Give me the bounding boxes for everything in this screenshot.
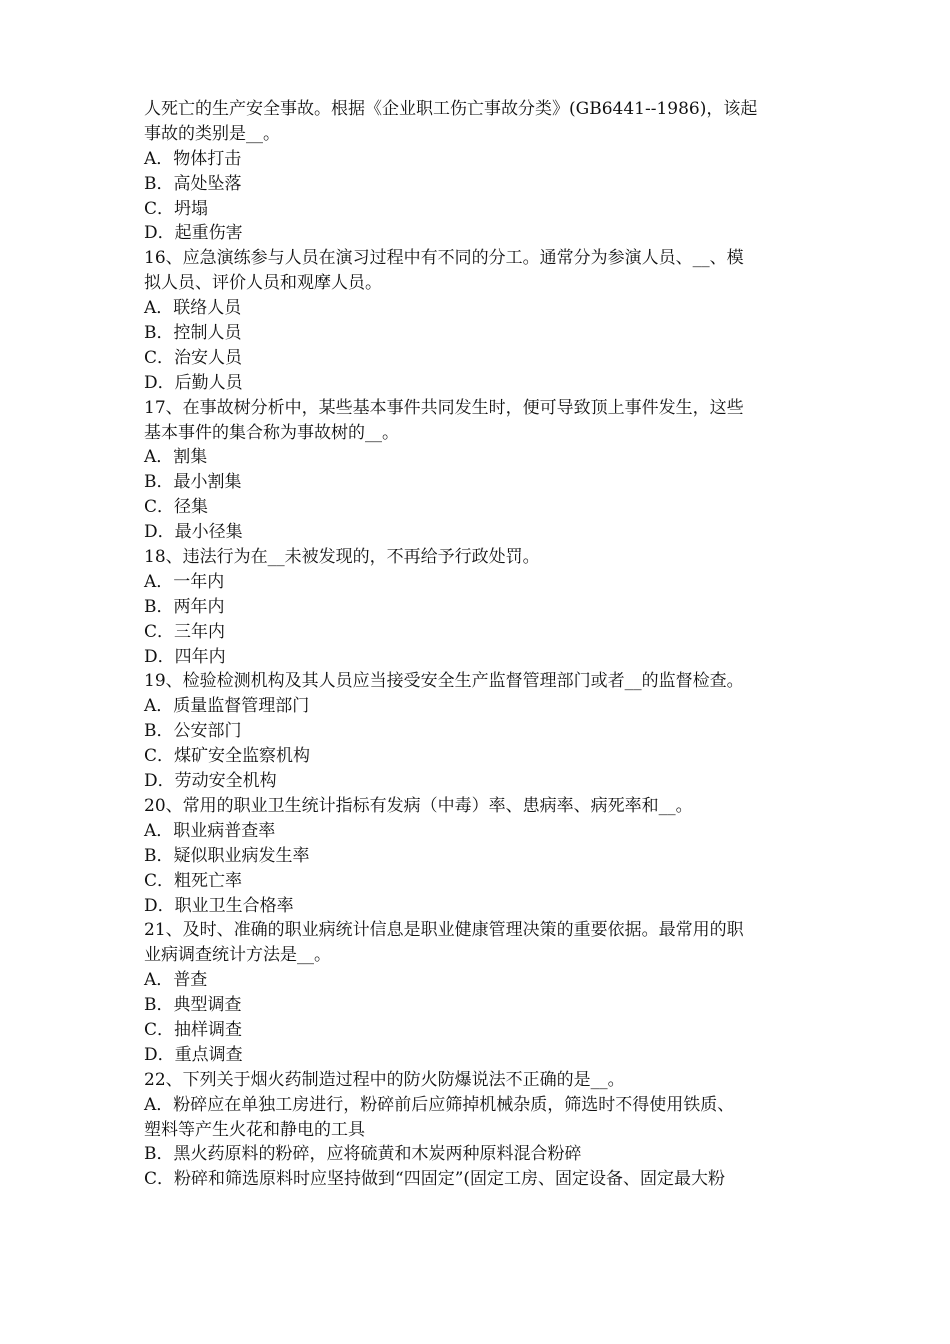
question-line: 22、下列关于烟火药制造过程中的防火防爆说法不正确的是__。 (144, 1069, 625, 1090)
option-line: A．物体打击 (144, 148, 242, 169)
option-line: C．三年内 (144, 621, 226, 642)
option-line: A．质量监督管理部门 (144, 696, 310, 717)
option-line: B．公安部门 (144, 721, 242, 742)
question-line: 19、检验检测机构及其人员应当接受安全生产监督管理部门或者__的监督检查。 (144, 671, 744, 692)
option-line: B．控制人员 (144, 323, 242, 344)
option-line: B．黑火药原料的粉碎，应将硫黄和木炭两种原料混合粉碎 (144, 1144, 582, 1165)
option-line: C．治安人员 (144, 347, 243, 368)
option-line: C．煤矿安全监察机构 (144, 746, 311, 767)
option-line: D．四年内 (144, 646, 226, 667)
option-line: A．职业病普查率 (144, 820, 276, 841)
option-line: C．粉碎和筛选原料时应坚持做到“四固定”(固定工房、固定设备、固定最大粉 (144, 1169, 726, 1190)
text-line: 事故的类别是__。 (144, 123, 280, 144)
question-line: 17、在事故树分析中，某些基本事件共同发生时，便可导致顶上事件发生，这些 (144, 397, 744, 418)
option-line: D．职业卫生合格率 (144, 895, 294, 916)
question-line: 基本事件的集合称为事故树的__。 (144, 422, 399, 443)
question-line: 18、违法行为在__未被发现的，不再给予行政处罚。 (144, 547, 540, 568)
option-line: B．最小割集 (144, 472, 242, 493)
option-line: 塑料等产生火花和静电的工具 (144, 1119, 365, 1140)
question-line: 21、及时、准确的职业病统计信息是职业健康管理决策的重要依据。最常用的职 (144, 920, 744, 941)
question-line: 拟人员、评价人员和观摩人员。 (144, 273, 382, 294)
option-line: D．后勤人员 (144, 372, 243, 393)
document-body (144, 97, 824, 1192)
option-line: A．普查 (144, 970, 208, 991)
option-line: D．劳动安全机构 (144, 771, 277, 792)
option-line: B．两年内 (144, 596, 225, 617)
option-line: D．重点调查 (144, 1044, 243, 1065)
option-line: C．粗死亡率 (144, 870, 243, 891)
option-line: C．坍塌 (144, 198, 209, 219)
option-line: A．联络人员 (144, 298, 242, 319)
option-line: A．割集 (144, 447, 208, 468)
text-line: 人死亡的生产安全事故。根据《企业职工伤亡事故分类》(GB6441--1986)，该起 (144, 99, 758, 119)
option-line: B．典型调查 (144, 995, 242, 1016)
question-line: 业病调查统计方法是__。 (144, 945, 331, 966)
question-line: 16、应急演练参与人员在演习过程中有不同的分工。通常分为参演人员、__、模 (144, 248, 744, 269)
option-line: B．疑似职业病发生率 (144, 845, 310, 866)
question-line: 20、常用的职业卫生统计指标有发病（中毒）率、患病率、病死率和__。 (144, 795, 693, 816)
option-line: B．高处坠落 (144, 173, 242, 194)
option-line: D．起重伤害 (144, 223, 243, 244)
option-line: C．径集 (144, 497, 209, 518)
option-line: D．最小径集 (144, 522, 243, 543)
option-line: A．粉碎应在单独工房进行，粉碎前后应筛掉机械杂质，筛选时不得使用铁质、 (144, 1094, 735, 1115)
option-line: A．一年内 (144, 571, 225, 592)
option-line: C．抽样调查 (144, 1019, 243, 1040)
